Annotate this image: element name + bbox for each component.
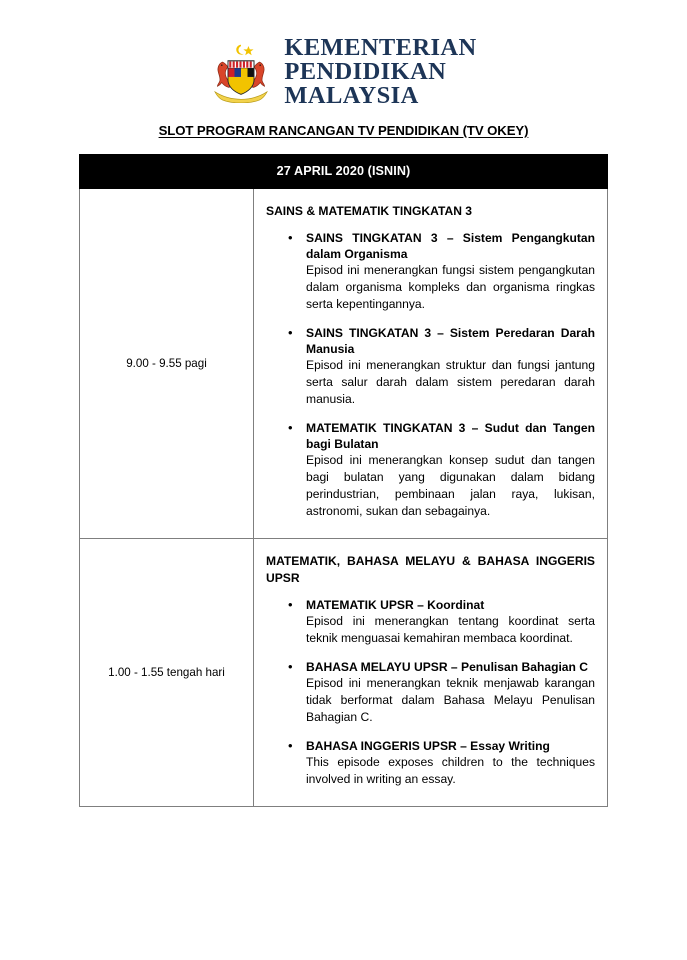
list-item — [266, 420, 595, 520]
list-item — [266, 738, 595, 788]
program-description: Episod ini menerangkan fungsi sistem pengangkutan dalam organisma kompleks dan organisma ringkas serta kepentingannya. — [306, 263, 595, 311]
program-group-heading: MATEMATIK, BAHASA MELAYU & BAHASA INGGERIS UPSR — [266, 554, 595, 585]
date-header-cell: 27 APRIL 2020 (ISNIN) — [80, 155, 608, 189]
program-description: This episode exposes children to the techniques involved in writing an essay. — [306, 754, 595, 786]
program-list — [266, 230, 595, 520]
program-title: • BAHASA INGGERIS UPSR – Essay Writing — [306, 738, 550, 753]
program-list — [266, 597, 595, 788]
page-title-text: SLOT PROGRAM RANCANGAN TV PENDIDIKAN (TV OKEY) — [158, 123, 529, 138]
ministry-logo-block — [0, 0, 687, 108]
time-slot-cell: 1.00 - 1.55 tengah hari — [80, 539, 254, 806]
page-title — [0, 123, 687, 138]
program-title: • MATEMATIK UPSR – Koordinat — [306, 597, 485, 612]
program-description: Episod ini menerangkan struktur dan fungsi jantung serta salur darah dalam sistem peredaran darah manusia. — [306, 358, 595, 407]
schedule-table — [79, 154, 608, 807]
table-date-header-row — [80, 155, 608, 189]
table-row — [80, 539, 608, 806]
ministry-name — [284, 36, 476, 108]
list-item — [266, 597, 595, 647]
program-title: • SAINS TINGKATAN 3 – Sistem Pengangkutan dalam Organisma — [306, 230, 595, 261]
list-item — [266, 659, 595, 726]
program-cell — [254, 189, 608, 539]
ministry-line-2: PENDIDIKAN — [284, 58, 447, 85]
list-item — [266, 230, 595, 313]
program-cell — [254, 539, 608, 806]
program-group-heading: SAINS & MATEMATIK TINGKATAN 3 — [266, 204, 473, 218]
ministry-line-1: KEMENTERIAN — [284, 34, 477, 61]
malaysia-coat-of-arms-icon — [210, 41, 272, 103]
list-item — [266, 325, 595, 408]
program-description: Episod ini menerangkan konsep sudut dan tangen bagi bulatan yang digunakan dalam bidang perindustrian, pembinaan jalan raya, lukisan, astronomi, sukan dan sebagainya. — [306, 453, 595, 519]
program-description: Episod ini menerangkan teknik menjawab karangan tidak berformat dalam Bahasa Melayu Penulisan Bahagian C. — [306, 675, 595, 724]
program-title: • MATEMATIK TINGKATAN 3 – Sudut dan Tangen bagi Bulatan — [306, 421, 595, 452]
program-title: • BAHASA MELAYU UPSR – Penulisan Bahagian C — [306, 659, 589, 674]
ministry-line-3: MALAYSIA — [284, 82, 419, 109]
time-slot-cell: 9.00 - 9.55 pagi — [80, 189, 254, 539]
table-row — [80, 189, 608, 539]
program-title: • SAINS TINGKATAN 3 – Sistem Peredaran Darah Manusia — [306, 325, 595, 357]
program-description: Episod ini menerangkan tentang koordinat serta teknik menguasai kemahiran membaca koordinat. — [306, 613, 595, 645]
schedule-body — [80, 189, 608, 807]
